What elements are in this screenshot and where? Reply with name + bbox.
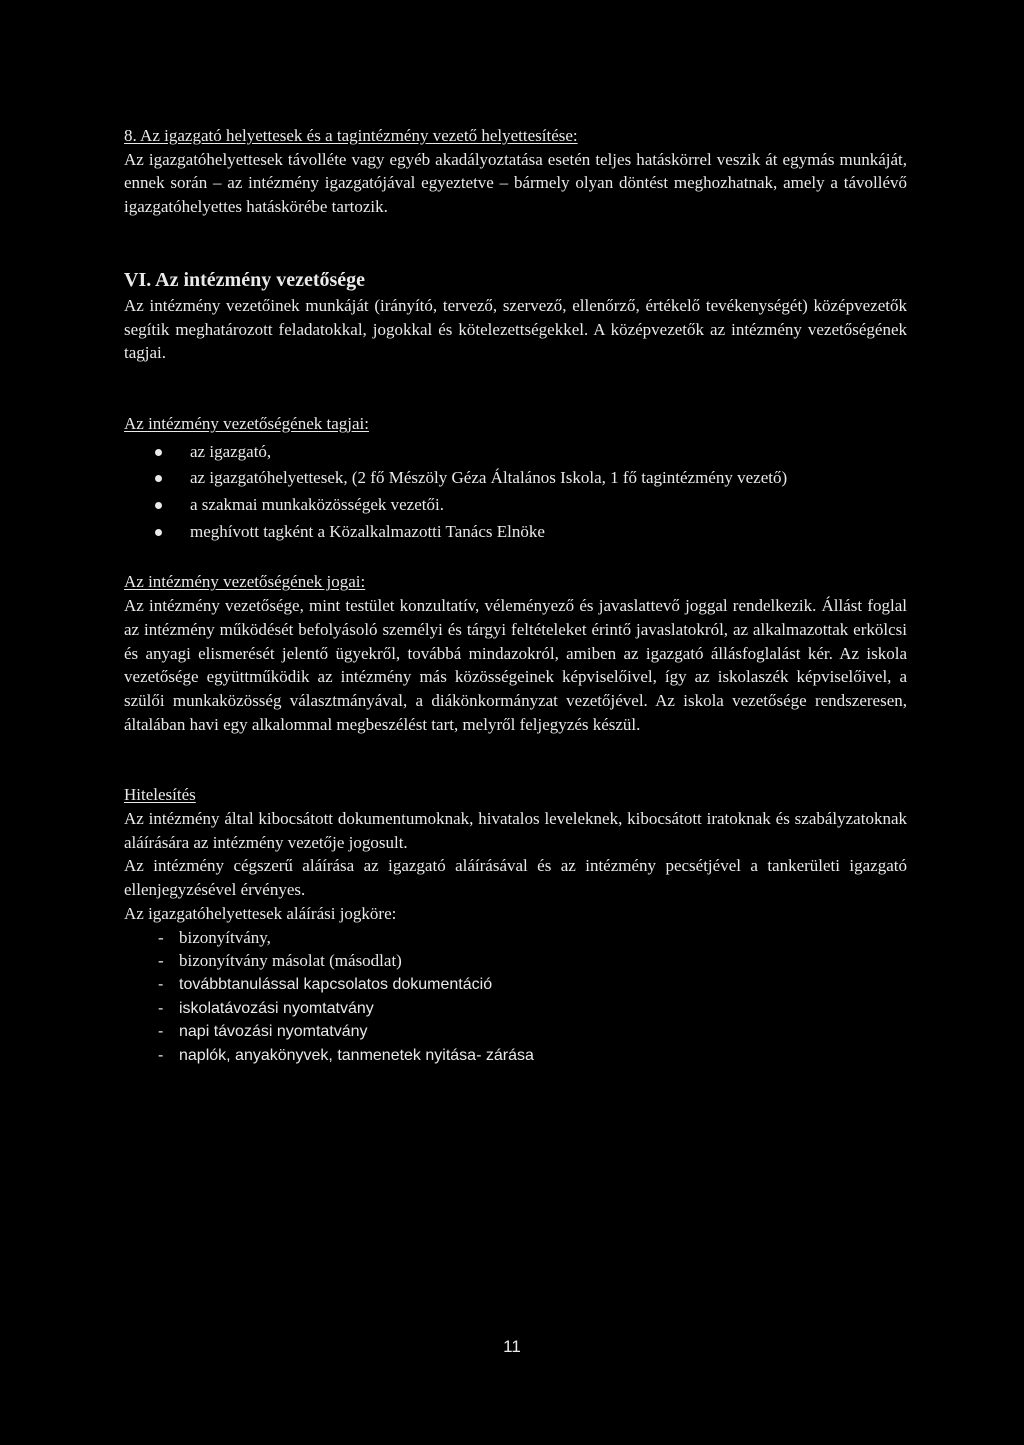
dash-marker: - [158,951,164,971]
list-item: az igazgatóhelyettesek, (2 fő Mészöly Géza Általános Iskola, 1 fő tagintézmény vezető) [124,466,907,490]
bullet-icon [155,449,162,456]
list-item: - iskolatávozási nyomtatvány [124,997,907,1021]
section-8-title: 8. Az igazgató helyettesek és a tagintézmény vezető helyettesítése: [124,126,578,145]
spacer [124,736,907,783]
bullet-icon [155,502,162,509]
signature-rights-list [124,926,907,1068]
dash-marker: - [158,1023,164,1041]
bullet-icon [155,529,162,536]
authentication-paragraph-1: Az intézmény által kibocsátott dokumentumoknak, hivatalos leveleknek, kibocsátott iratoknak és szabályzatoknak aláírására az intézmény vezetője jogosult. [124,809,907,852]
list-item: - naplók, anyakönyvek, tanmenetek nyitása- zárása [124,1044,907,1068]
members-title: Az intézmény vezetőségének tagjai: [124,413,369,433]
list-item: - bizonyítvány, [124,926,907,950]
authentication-paragraph-2: Az intézmény cégszerű aláírása az igazgató aláírásával és az intézmény pecsétjével a tankerületi igazgató ellenjegyzésével érvényes. [124,856,907,900]
rights-title: Az intézmény vezetőségének jogai: [124,572,366,592]
members-list [124,440,907,544]
list-item: - bizonyítvány másolat (másodlat) [124,949,907,973]
list-item: a szakmai munkaközösségek vezetői. [124,493,907,517]
dash-marker: - [158,1047,164,1065]
authentication-paragraph-3: Az igazgatóhelyettesek aláírási jogköre: [124,903,397,923]
dash-marker: - [158,927,164,947]
list-item: - továbbtanulással kapcsolatos dokumentáció [124,973,907,997]
spacer [124,365,907,412]
authentication-title: Hitelesítés [124,785,196,805]
spacer [124,219,907,266]
section-6-body: Az intézmény vezetőinek munkáját (irányító, tervező, szervező, ellenőrző, értékelő tevékenységét) középvezetők segítik meghatározott feladatokkal, jogokkal és kötelezettségekkel. A középvezetők az intézmény vezetőségének tagjai. [124,295,907,363]
list-item: meghívott tagként a Közalkalmazotti Tanács Elnöke [124,520,907,544]
list-item: - napi távozási nyomtatvány [124,1020,907,1044]
page-number: 11 [503,1337,521,1356]
document-page [124,124,907,1068]
section-8-body: Az igazgatóhelyettesek távolléte vagy egyéb akadályoztatása esetén teljes hatáskörrel veszik át egymás munkáját, ennek során – az intézmény igazgatójával egyeztetve – bármely olyan döntést meghozhatnak, amely a távollévő igazgatóhelyettes hatáskörébe tartozik. [124,149,907,217]
dash-marker: - [158,999,164,1017]
list-item: az igazgató, [124,440,907,464]
rights-body: Az intézmény vezetősége, mint testület konzultatív, véleményező és javaslattevő joggal rendelkezik. Állást foglal az intézmény működését befolyásoló személyi és tárgyi feltételeket érintő javaslatokról, az alkalmazottak erkölcsi és anyagi elismerését jelentő ügyekről, továbbá mindazokról, amiben az igazgató állásfoglalást kér. Az iskola vezetősége együttműködik az intézmény más közösségeinek képviselőivel, így az iskolaszék képviselőivel, a szülői munkaközösség választmányával, a diákönkormányzat vezetőjével. Az iskola vezetősége rendszeresen, általában havi egy alkalommal megbeszélést tart, melyről feljegyzés készül. [124,596,907,734]
section-6-heading: VI. Az intézmény vezetősége [124,268,366,291]
bullet-icon [155,475,162,482]
spacer [124,546,907,570]
dash-marker: - [158,975,164,993]
